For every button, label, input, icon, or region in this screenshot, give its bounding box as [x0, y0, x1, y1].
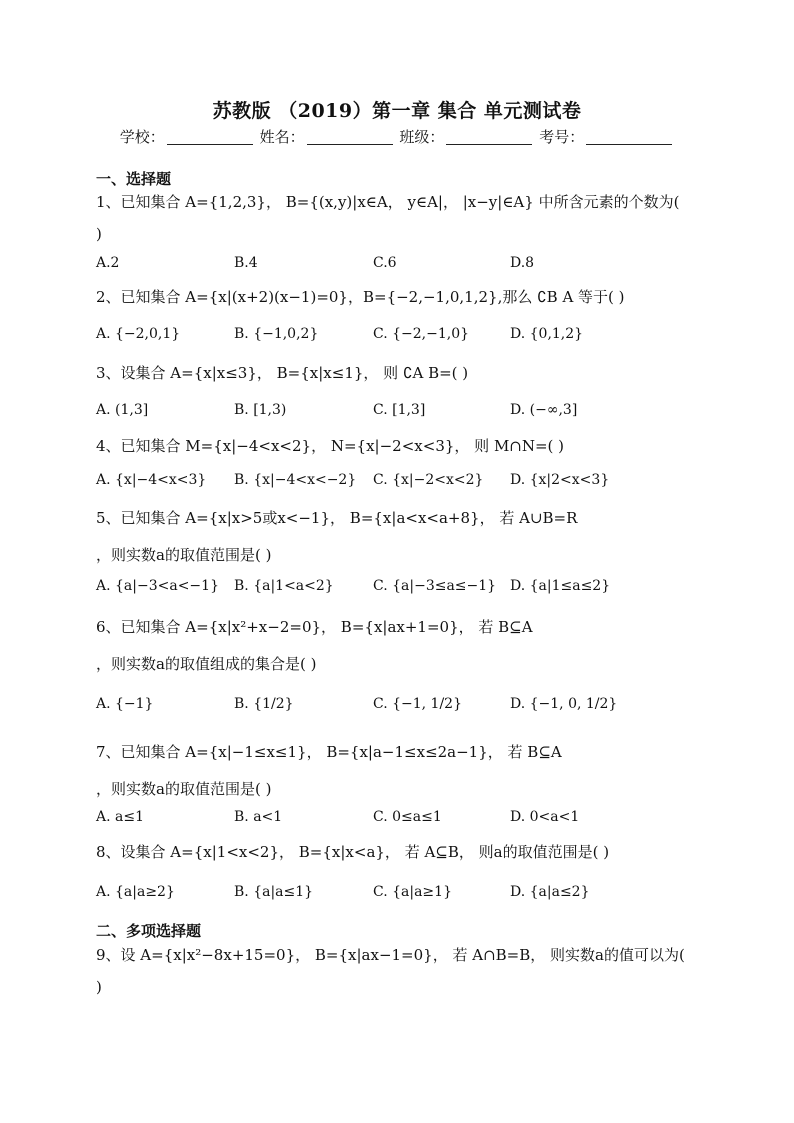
- option-d[interactable]: D. {−1, 0, 1/2}: [510, 696, 618, 712]
- student-info-line: [0, 126, 794, 147]
- option-b[interactable]: B. [1,3): [234, 402, 287, 418]
- option-b[interactable]: B. {x|−4<x<−2}: [234, 472, 357, 488]
- option-a[interactable]: A. (1,3]: [96, 402, 149, 418]
- option-d[interactable]: D. (−∞,3]: [510, 402, 578, 418]
- question-3-stem: 3、设集合 A={x|x≤3}， B={x|x≤1}， 则 ∁A B=( ): [96, 364, 469, 382]
- option-a[interactable]: A.2: [96, 255, 120, 271]
- question-2-stem: 2、已知集合 A={x|(x+2)(x−1)=0}，B={−2,−1,0,1,2},那么 ∁B A 等于( ): [96, 288, 625, 306]
- option-d[interactable]: D. {a|a≤2}: [510, 884, 590, 900]
- question-7-stem: 7、已知集合 A={x|−1≤x≤1}， B={x|a−1≤x≤2a−1}， 若 B⊆A: [96, 743, 562, 761]
- question-9-continuation: ): [96, 978, 102, 996]
- option-c[interactable]: C. {x|−2<x<2}: [373, 472, 484, 488]
- option-d[interactable]: D.8: [510, 255, 535, 271]
- option-d[interactable]: D. 0<a<1: [510, 809, 580, 825]
- school-blank[interactable]: [167, 144, 253, 145]
- name-label: 姓名：: [259, 128, 305, 146]
- option-a[interactable]: A. {−1}: [96, 696, 154, 712]
- option-c[interactable]: C. {a|a≥1}: [373, 884, 452, 900]
- option-b[interactable]: B. a<1: [234, 809, 283, 825]
- option-d[interactable]: D. {0,1,2}: [510, 326, 584, 342]
- option-d[interactable]: D. {a|1≤a≤2}: [510, 578, 611, 594]
- option-b[interactable]: B. {1/2}: [234, 696, 294, 712]
- option-b[interactable]: B.4: [234, 255, 258, 271]
- question-5-stem: 5、已知集合 A={x|x>5或x<−1}， B={x|a<x<a+8}， 若 A∪B=R: [96, 509, 578, 527]
- section-heading-single-choice: 一、选择题: [96, 170, 172, 188]
- question-6-stem: 6、已知集合 A={x|x²+x−2=0}， B={x|ax+1=0}， 若 B⊆A: [96, 618, 533, 636]
- question-6-continuation: ，则实数a的取值组成的集合是( ): [96, 655, 317, 673]
- option-b[interactable]: B. {−1,0,2}: [234, 326, 319, 342]
- question-5-continuation: ，则实数a的取值范围是( ): [96, 546, 272, 564]
- option-a[interactable]: A. {x|−4<x<3}: [96, 472, 207, 488]
- question-1-stem: 1、已知集合 A={1,2,3}， B={(x,y)|x∈A， y∈A|， |x−y|∈A} 中所含元素的个数为(: [96, 193, 680, 211]
- option-c[interactable]: C. [1,3]: [373, 402, 426, 418]
- option-a[interactable]: A. {−2,0,1}: [96, 326, 181, 342]
- option-c[interactable]: C. {−1, 1/2}: [373, 696, 462, 712]
- question-1-continuation: ): [96, 225, 102, 243]
- option-a[interactable]: A. {a|a≥2}: [96, 884, 175, 900]
- class-blank[interactable]: [446, 144, 532, 145]
- question-4-stem: 4、已知集合 M={x|−4<x<2}， N={x|−2<x<3}， 则 M∩N=( ): [96, 437, 565, 455]
- question-7-continuation: ，则实数a的取值范围是( ): [96, 780, 272, 798]
- option-a[interactable]: A. a≤1: [96, 809, 144, 825]
- section-heading-multiple-choice: 二、多项选择题: [96, 922, 202, 940]
- question-8-stem: 8、设集合 A={x|1<x<2}， B={x|x<a}， 若 A⊆B， 则a的取值范围是( ): [96, 843, 610, 861]
- page-title: 苏教版 （2019）第一章 集合 单元测试卷: [212, 100, 582, 122]
- option-a[interactable]: A. {a|−3<a<−1}: [96, 578, 219, 594]
- option-c[interactable]: C. {a|−3≤a≤−1}: [373, 578, 497, 594]
- option-c[interactable]: C. {−2,−1,0}: [373, 326, 470, 342]
- school-label: 学校：: [119, 128, 165, 146]
- name-blank[interactable]: [307, 144, 393, 145]
- option-c[interactable]: C. 0≤a≤1: [373, 809, 442, 825]
- number-blank[interactable]: [586, 144, 672, 145]
- number-label: 考号：: [539, 128, 585, 146]
- class-label: 班级：: [399, 128, 445, 146]
- option-c[interactable]: C.6: [373, 255, 397, 271]
- option-d[interactable]: D. {x|2<x<3}: [510, 472, 610, 488]
- question-9-stem: 9、设 A={x|x²−8x+15=0}， B={x|ax−1=0}， 若 A∩B=B， 则实数a的值可以为(: [96, 946, 685, 964]
- option-b[interactable]: B. {a|1<a<2}: [234, 578, 334, 594]
- option-b[interactable]: B. {a|a≤1}: [234, 884, 314, 900]
